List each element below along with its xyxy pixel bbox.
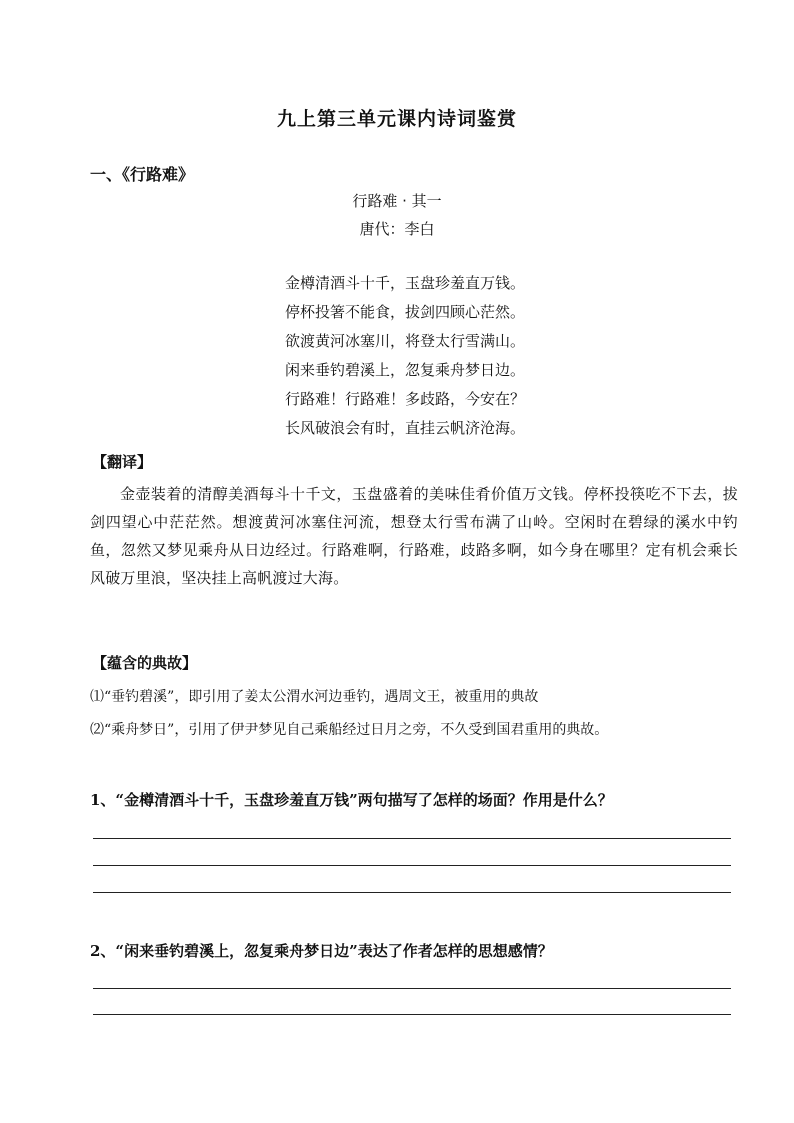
poem-line: 金樽清酒斗十千，玉盘珍羞直万钱。 xyxy=(285,274,526,292)
page-title: 九上第三单元课内诗词鉴赏 xyxy=(276,108,517,130)
translation-label: 【翻译】 xyxy=(92,453,153,471)
answer-line xyxy=(93,1014,731,1015)
poem-line: 闲来垂钓碧溪上，忽复乘舟梦日边。 xyxy=(285,361,526,379)
allusion-item: ⑵“乘舟梦日”，引用了伊尹梦见自己乘船经过日月之旁，不久受到国君重用的典故。 xyxy=(90,722,609,738)
poem-line: 行路难！行路难！多歧路，今安在？ xyxy=(285,390,526,408)
poem-line: 长风破浪会有时，直挂云帆济沧海。 xyxy=(285,419,526,437)
poem-author: 唐代：李白 xyxy=(359,220,435,238)
poem-body xyxy=(285,273,585,447)
section-heading: 一、《行路难》 xyxy=(90,165,195,184)
translation-paragraph: 金壶装着的清醇美酒每斗十千文，玉盘盛着的美味佳肴价值万文钱。停杯投筷吃不下去，拔剑四望心中茫茫然。想渡黄河冰塞住河流，想登太行雪布满了山岭。空闲时在碧绿的溪水中钓鱼，忽然又梦见乘舟从日边经过。行路难啊，行路难，歧路多啊，如今身在哪里？定有机会乘长风破万里浪，坚决挂上高帆渡过大海。 xyxy=(90,485,738,587)
poem-title: 行路难 · 其一 xyxy=(352,192,442,210)
poem-line: 停杯投箸不能食，拔剑四顾心茫然。 xyxy=(285,303,526,321)
answer-line xyxy=(93,838,731,839)
answer-line xyxy=(93,865,731,866)
allusion-item: ⑴“垂钓碧溪”，即引用了姜太公渭水河边垂钓，遇周文王，被重用的典故 xyxy=(90,689,539,705)
question-1: 1、“金樽清酒斗十千，玉盘珍羞直万钱”两句描写了怎样的场面？作用是什么？ xyxy=(90,791,613,809)
poem-line: 欲渡黄河冰塞川，将登太行雪满山。 xyxy=(285,332,526,350)
answer-line xyxy=(93,892,731,893)
allusion-label: 【蕴含的典故】 xyxy=(92,654,198,672)
answer-line xyxy=(93,988,731,989)
question-2: 2、“闲来垂钓碧溪上，忽复乘舟梦日边”表达了作者怎样的思想感情？ xyxy=(90,942,553,960)
